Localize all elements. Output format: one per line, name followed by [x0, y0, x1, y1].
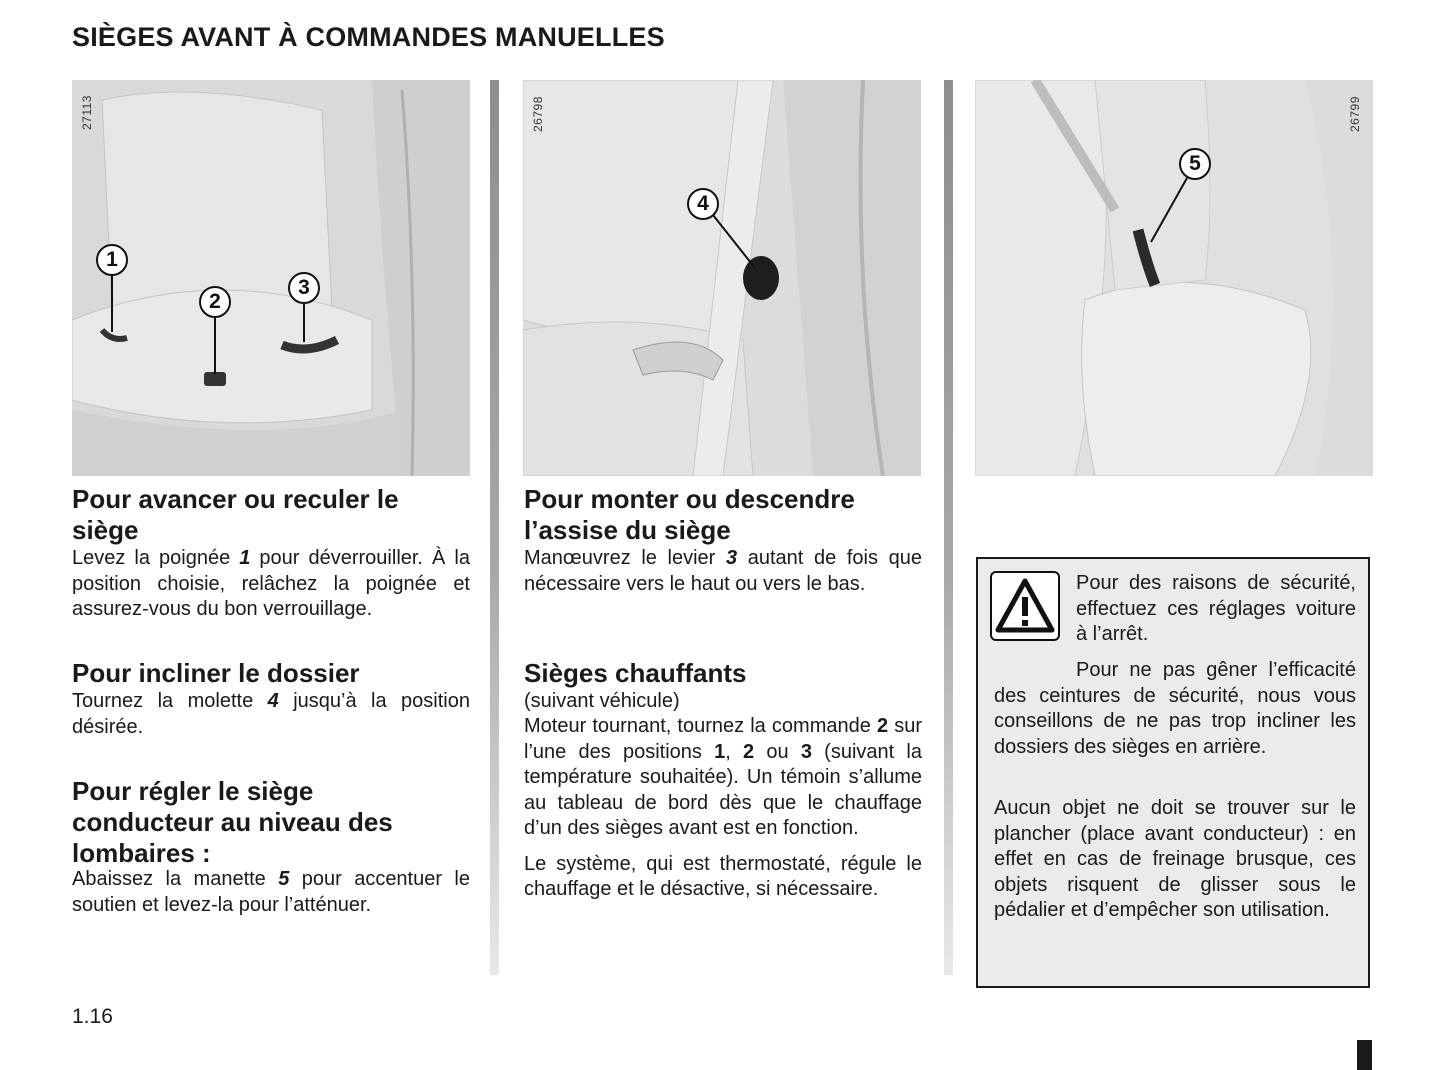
section-lumbar-text [72, 867, 470, 918]
section-text: Tournez la molette 4 jusqu’à la position désirée. [72, 690, 470, 738]
section-heading: Sièges chauffants [524, 658, 747, 688]
section-recline-backrest [72, 658, 470, 740]
backrest-illustration [523, 80, 921, 476]
lumbar-illustration [975, 80, 1373, 476]
section-seat-height [524, 484, 922, 597]
callout-4: 4 [687, 188, 719, 220]
section-subtitle: (suivant véhicule) [524, 690, 680, 712]
image-reference: 26798 [531, 96, 545, 132]
warning-text-1: Pour des raisons de sécurité, effectuez ces réglages voiture à l’arrêt. [1076, 572, 1356, 645]
dial-4 [743, 256, 779, 300]
page-number: 1.16 [72, 1005, 113, 1028]
photo-seat-controls [72, 80, 470, 476]
callout-2: 2 [199, 286, 231, 318]
section-heading: Pour régler le siège conducteur au niveau des lombaires : [72, 776, 393, 868]
photo-lumbar-lever [975, 80, 1373, 476]
column-divider [944, 80, 953, 975]
section-text: Manœuvrez le levier 3 autant de fois que nécessaire vers le haut ou vers le bas. [524, 547, 922, 595]
section-heading: Pour incliner le dossier [72, 658, 360, 688]
section-thumb-marker [1357, 1040, 1372, 1070]
section-text-2: Le système, qui est thermostaté, régule le chauffage et le désactive, si nécessaire. [524, 852, 922, 900]
warning-triangle-icon [990, 571, 1060, 641]
callout-5: 5 [1179, 148, 1211, 180]
section-lumbar [72, 776, 432, 869]
section-text: Moteur tournant, tournez la commande 2 sur l’une des positions 1, 2 ou 3 (suivant la température souhaitée). Un témoin s’allume au tableau de bord dès que le chauffage d’un des sièges avant est en fonction. [524, 715, 923, 839]
section-text: Levez la poignée 1 pour déverrouiller. À la position choisie, relâchez la poignée et assurez-vous du bon verrouillage. [72, 547, 470, 620]
callout-3: 3 [288, 272, 320, 304]
seat-illustration [72, 80, 470, 476]
image-reference: 27113 [80, 95, 94, 130]
section-heading: Pour monter ou descendre l’assise du siège [524, 484, 855, 545]
section-heading: Pour avancer ou reculer le siège [72, 484, 399, 545]
warning-box [976, 557, 1370, 988]
column-divider [490, 80, 499, 975]
warning-text-2: Pour ne pas gêner l’efficacité des ceintures de sécurité, nous vous conseillons de ne pas trop incliner les dossiers des sièges en arrière. [994, 659, 1356, 758]
section-advance-retreat [72, 484, 470, 623]
photo-backrest-dial [523, 80, 921, 476]
section-text: Abaissez la manette 5 pour accentuer le soutien et levez-la pour l’atténuer. [72, 868, 470, 916]
warning-text-3: Aucun objet ne doit se trouver sur le plancher (place avant conducteur) : en effet en cas de freinage brusque, ces objets risquent de glisser sous le pédalier et d’empêcher son utilisation. [994, 797, 1356, 921]
page-title: SIÈGES AVANT À COMMANDES MANUELLES [72, 22, 665, 52]
image-reference: 26799 [1348, 96, 1362, 132]
section-heated-seats [524, 658, 922, 903]
callout-1: 1 [96, 244, 128, 276]
control-2 [204, 372, 226, 386]
